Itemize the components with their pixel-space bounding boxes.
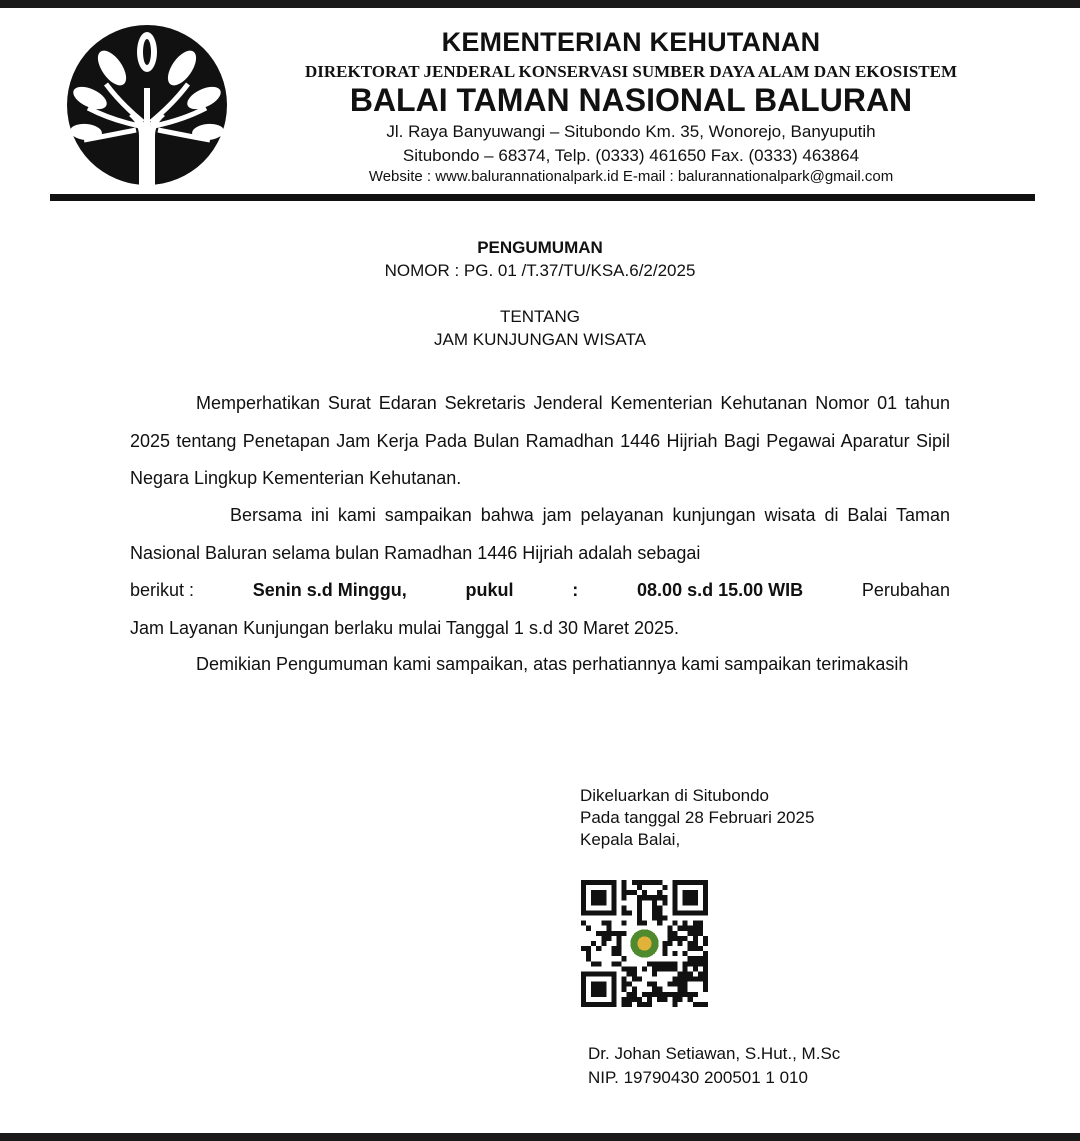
letterhead-divider — [50, 194, 1035, 201]
signer-name: Dr. Johan Setiawan, S.Hut., M.Sc — [588, 1044, 841, 1063]
ministry-name: KEMENTERIAN KEHUTANAN — [441, 27, 821, 57]
schedule-label: berikut : — [130, 580, 195, 600]
signer-role: Kepala Balai, — [580, 830, 681, 849]
issued-place: Dikeluarkan di Situbondo — [580, 786, 770, 805]
directorate-name: DIREKTORAT JENDERAL KONSERVASI SUMBER DAYA ALAM DAN EKOSISTEM — [304, 62, 958, 81]
paragraph-3-text: Demikian Pengumuman kami sampaikan, atas perhatiannya kami sampaikan terimakasih — [196, 654, 909, 674]
office-name: BALAI TAMAN NASIONAL BALURAN — [349, 82, 913, 118]
paragraph-3 — [130, 646, 950, 684]
paragraph-1-text: Memperhatikan Surat Edaran Sekretaris Jenderal Kementerian Kehutanan Nomor 01 tahun 2025 tentang Penetapan Jam Kerja Pada Bulan Ramadhan 1446 Hijriah Bagi Pegawai Aparatur Sipil Negara Lingkup Kementerian Kehutanan. — [130, 393, 950, 488]
paragraph-1 — [130, 385, 950, 498]
schedule-hours: 08.00 s.d 15.00 WIB — [637, 580, 804, 600]
tree-emblem-icon — [66, 24, 228, 186]
paragraph-2 — [130, 497, 950, 647]
schedule-line — [130, 572, 950, 610]
announcement-number: NOMOR : PG. 01 /T.37/TU/KSA.6/2/2025 — [384, 261, 696, 280]
address-line-2: Situbondo – 68374, Telp. (0333) 461650 Fax. (0333) 463864 — [402, 146, 860, 165]
announcement-subject: JAM KUNJUNGAN WISATA — [434, 330, 646, 349]
bottom-frame-border — [0, 1133, 1080, 1141]
contact-line: Website : www.balurannationalpark.id E-mail : balurannationalpark@gmail.com — [368, 168, 894, 185]
qr-code-icon — [581, 880, 708, 1007]
schedule-change: Perubahan — [861, 580, 950, 600]
paragraph-2-end: Jam Layanan Kunjungan berlaku mulai Tanggal 1 s.d 30 Maret 2025. — [130, 617, 680, 638]
address-line-1: Jl. Raya Banyuwangi – Situbondo Km. 35, Wonorejo, Banyuputih — [386, 122, 876, 141]
signer-nip: NIP. 19790430 200501 1 010 — [588, 1068, 808, 1087]
schedule-time-label: pukul — [465, 580, 514, 600]
top-frame-border — [0, 0, 1080, 8]
schedule-days: Senin s.d Minggu, — [252, 580, 407, 600]
schedule-colon: : — [572, 580, 579, 600]
about-label: TENTANG — [500, 307, 580, 326]
paragraph-2-intro: Bersama ini kami sampaikan bahwa jam pelayanan kunjungan wisata di Balai Taman Nasional Baluran selama bulan Ramadhan 1446 Hijriah adalah sebagai — [130, 505, 950, 563]
issued-date: Pada tanggal 28 Februari 2025 — [580, 808, 815, 827]
announcement-heading: PENGUMUMAN — [477, 238, 603, 257]
